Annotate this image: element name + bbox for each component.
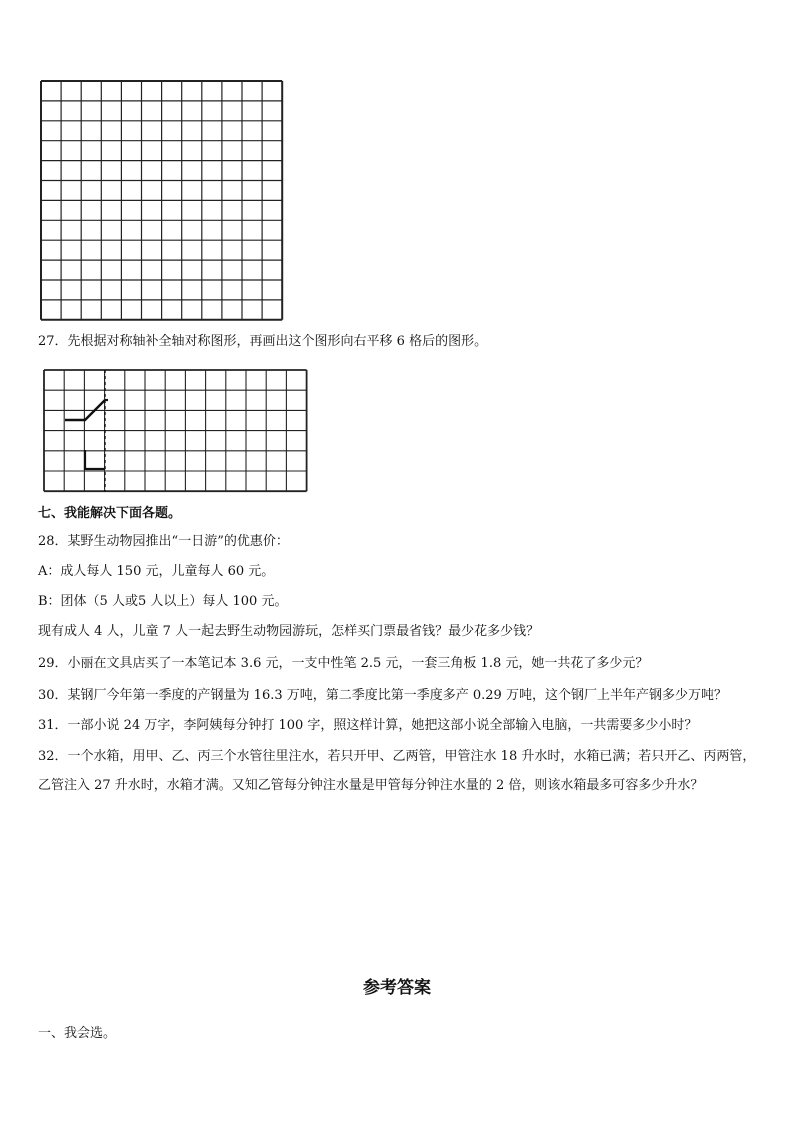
answers-section-1: 一、我会选。 — [38, 1026, 117, 1041]
question-28-option-a: A：成人每人 150 元，儿童每人 60 元。 — [38, 564, 275, 579]
section-7-heading: 七、我能解决下面各题。 — [38, 506, 182, 521]
question-28: 28．某野生动物园推出“一日游”的优惠价： — [38, 534, 289, 549]
question-30: 30．某钢厂今年第一季度的产钢量为 16.3 万吨，第二季度比第一季度多产 0.29 万吨，这个钢厂上半年产钢多少万吨？ — [38, 688, 727, 703]
question-29: 29．小丽在文具店买了一本笔记本 3.6 元，一支中性笔 2.5 元，一套三角板 1.8 元，她一共花了多少元？ — [38, 656, 649, 671]
square-grid — [38, 78, 288, 324]
question-27: 27．先根据对称轴补全轴对称图形，再画出这个图形向右平移 6 格后的图形。 — [38, 334, 488, 349]
question-31: 31．一部小说 24 万字，李阿姨每分钟打 100 字，照这样计算，她把这部小说全部输入电脑，一共需要多少小时？ — [38, 718, 698, 733]
symmetry-grid — [40, 366, 315, 496]
answers-title: 参考答案 — [363, 978, 431, 998]
question-28-question: 现有成人 4 人，儿童 7 人一起去野生动物园游玩，怎样买门票最省钱？最少花多少钱？ — [38, 624, 540, 639]
question-32: 32．一个水箱，用甲、乙、丙三个水管往里注水，若只开甲、乙两管，甲管注水 18 升水时，水箱已满；若只开乙、丙两管，乙管注入 27 升水时，水箱才满。又知乙管每分钟注水量是甲管每分钟注水量的 2 倍，则该水箱最多可容多少升水？ — [38, 749, 756, 793]
question-28-option-b: B：团体（5 人或5 人以上）每人 100 元。 — [38, 594, 288, 609]
